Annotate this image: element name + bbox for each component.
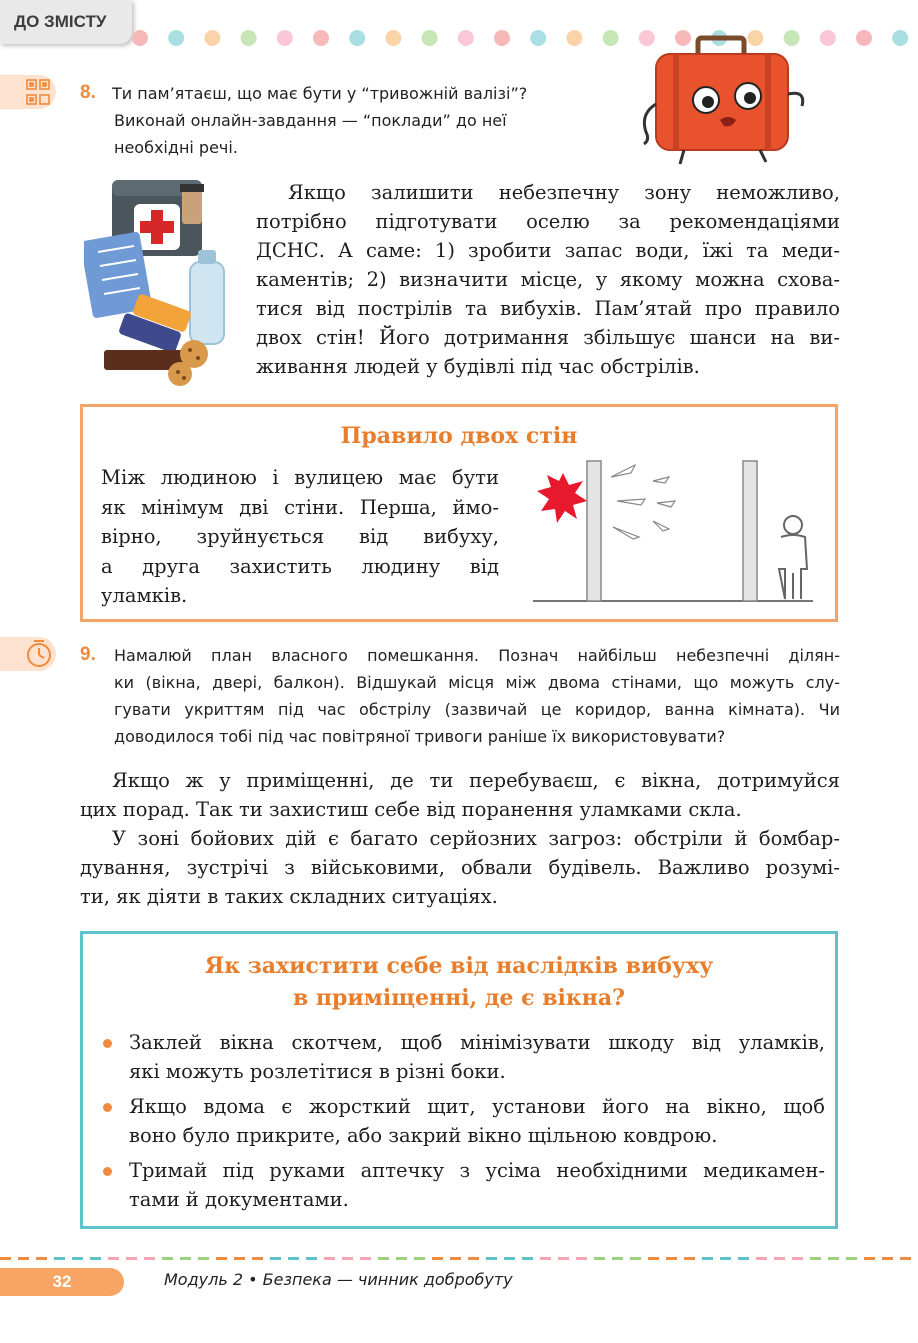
windows-paragraph — [80, 766, 840, 911]
tips-title-line: Як захистити себе від наслідків вибуху — [204, 953, 714, 979]
divider-dash — [756, 1257, 767, 1260]
tip-line: які можуть розлетітися в різні боки. — [129, 1060, 506, 1083]
divider-dash — [288, 1257, 299, 1260]
tip-line: Якщо вдома є жорсткий щит, установи його на вікно, щоб — [129, 1095, 825, 1118]
task-number: 8. — [80, 82, 96, 103]
divider-dash — [234, 1257, 245, 1260]
windows-safety-tips-box — [80, 931, 838, 1229]
divider-dash — [810, 1257, 821, 1260]
paragraph-line: дування, зустрічі з військовими, обвали будівель. Важливо розумі- — [80, 856, 840, 879]
task-8-line: Ти пам’ятаєш, що має бути у “тривожній валізі”? — [112, 84, 528, 103]
decorative-dot — [603, 30, 619, 46]
decorative-dot — [856, 30, 872, 46]
divider-dash — [180, 1257, 191, 1260]
divider-dash — [666, 1257, 677, 1260]
rule-box-text — [101, 463, 499, 611]
paragraph-line: двох стін! Його дотримання збільшує шанси на ви- — [256, 326, 840, 349]
divider-dash — [0, 1257, 11, 1260]
divider-dash — [612, 1257, 623, 1260]
decorative-dot — [892, 30, 908, 46]
page-number: 32 — [0, 1268, 124, 1296]
divider-dash — [630, 1257, 641, 1260]
divider-dash — [576, 1257, 587, 1260]
task-9-line: ки (вікна, двері, балкон). Відшукай місця між двома стінами, що можуть слу- — [114, 673, 840, 692]
list-item — [103, 1028, 825, 1086]
task-9-line: Намалюй план власного помешкання. Познач найбільш небезпечні ділян- — [114, 646, 840, 665]
tip-line: Тримай під руками аптечку з усіма необхідними медикамен- — [129, 1159, 825, 1182]
decorative-dot — [385, 30, 401, 46]
task-9-line: гувати укриттям під час обстрілу (зазвичай це коридор, ванна кімната). Чи — [114, 700, 840, 719]
divider-dash — [828, 1257, 839, 1260]
decorative-dot — [458, 30, 474, 46]
divider-dash — [486, 1257, 497, 1260]
paragraph-line: тися від пострілів та вибухів. Пам’ятай про правило — [256, 297, 840, 320]
bullet-icon — [103, 1039, 112, 1048]
task-9-line: доводилося тобі під час повітряної тривоги раніше їх використовувати? — [114, 727, 726, 746]
divider-dash — [414, 1257, 425, 1260]
task-8-line: необхідні речі. — [114, 138, 238, 157]
divider-dash — [72, 1257, 83, 1260]
divider-dash — [738, 1257, 749, 1260]
task-number: 9. — [80, 644, 96, 665]
tips-title-line: в приміщенні, де є вікна? — [292, 985, 626, 1011]
list-item — [103, 1156, 825, 1214]
divider-dash — [36, 1257, 47, 1260]
divider-dash — [360, 1257, 371, 1260]
divider-dash — [468, 1257, 479, 1260]
divider-dash — [198, 1257, 209, 1260]
paragraph-line: потрібно підготувати оселю за рекомендаціями — [256, 210, 840, 233]
paragraph-line: Якщо ж у приміщенні, де ти перебуваєш, є вікна, дотримуйся — [112, 769, 840, 792]
divider-dash — [270, 1257, 281, 1260]
divider-dash — [720, 1257, 731, 1260]
rule-line: а друга захистить людину від — [101, 554, 499, 578]
divider-dash — [864, 1257, 875, 1260]
divider-dash — [648, 1257, 659, 1260]
paragraph-line: живання людей у будівлі під час обстрілів. — [256, 355, 700, 378]
divider-dash — [162, 1257, 173, 1260]
divider-dash — [504, 1257, 515, 1260]
task-8-line: Виконай онлайн-завдання — “поклади” до неї — [114, 111, 507, 130]
intro-paragraph — [256, 178, 840, 381]
paragraph-line: У зоні бойових дій є багато серйозних загроз: обстріли й бомбар- — [112, 827, 840, 850]
divider-dash — [126, 1257, 137, 1260]
footer-dashed-divider — [0, 1257, 918, 1260]
task-9-text — [114, 642, 840, 750]
rule-box-title: Правило двох стін — [340, 423, 578, 449]
tips-box-title — [83, 950, 835, 1014]
rule-line: як мінімум дві стіни. Перша, ймо- — [101, 495, 499, 519]
divider-dash — [432, 1257, 443, 1260]
bullet-icon — [103, 1167, 112, 1176]
divider-dash — [90, 1257, 101, 1260]
clock-icon[interactable] — [0, 637, 56, 671]
tip-line: тами й документами. — [129, 1188, 349, 1211]
divider-dash — [252, 1257, 263, 1260]
divider-dash — [522, 1257, 533, 1260]
paragraph-line: цих порад. Так ти захистиш себе від поранення уламками скла. — [80, 798, 742, 821]
divider-dash — [900, 1257, 911, 1260]
two-walls-rule-box — [80, 404, 838, 622]
divider-dash — [540, 1257, 551, 1260]
rule-line: Між людиною і вулицею має бути — [101, 466, 499, 489]
task-8-text — [112, 80, 592, 161]
divider-dash — [396, 1257, 407, 1260]
qr-code-icon[interactable] — [0, 75, 56, 109]
divider-dash — [306, 1257, 317, 1260]
decorative-dot — [422, 30, 438, 46]
divider-dash — [594, 1257, 605, 1260]
decorative-dot — [204, 30, 220, 46]
paragraph-line: Якщо залишити небезпечну зону неможливо, — [288, 181, 840, 204]
rule-line: вірно, зруйнується від вибуху, — [101, 525, 499, 548]
divider-dash — [882, 1257, 893, 1260]
decorative-dot — [349, 30, 365, 46]
decorative-dot — [820, 30, 836, 46]
divider-dash — [144, 1257, 155, 1260]
decorative-dot — [132, 30, 148, 46]
decorative-dot — [168, 30, 184, 46]
divider-dash — [702, 1257, 713, 1260]
divider-dash — [558, 1257, 569, 1260]
divider-dash — [774, 1257, 785, 1260]
divider-dash — [342, 1257, 353, 1260]
decorative-dot — [277, 30, 293, 46]
toc-button[interactable]: ДО ЗМІСТУ — [0, 0, 132, 44]
paragraph-line: каментів; 2) визначити місце, у якому можна схова- — [256, 268, 840, 291]
divider-dash — [684, 1257, 695, 1260]
decorative-dot — [566, 30, 582, 46]
divider-dash — [378, 1257, 389, 1260]
decorative-dot — [241, 30, 257, 46]
list-item — [103, 1092, 825, 1150]
tip-line: воно було прикрите, або закрий вікно щільною ковдрою. — [129, 1124, 718, 1147]
tips-list — [103, 1028, 825, 1220]
decorative-dot — [530, 30, 546, 46]
divider-dash — [324, 1257, 335, 1260]
bullet-icon — [103, 1103, 112, 1112]
paragraph-line: ДСНС. А саме: 1) зробити запас води, їжі та меди- — [256, 239, 840, 262]
suitcase-mascot-illustration — [636, 34, 816, 168]
decorative-dot — [494, 30, 510, 46]
divider-dash — [216, 1257, 227, 1260]
divider-dash — [846, 1257, 857, 1260]
tip-line: Заклей вікна скотчем, щоб мінімізувати шкоду від уламків, — [129, 1031, 825, 1054]
divider-dash — [450, 1257, 461, 1260]
two-walls-diagram — [529, 459, 819, 607]
rule-line: уламків. — [101, 584, 188, 607]
emergency-kit-illustration — [84, 174, 234, 390]
footer-caption: Модуль 2 • Безпека — чинник добробуту — [164, 1270, 513, 1289]
paragraph-line: ти, як діяти в таких складних ситуаціях. — [80, 885, 498, 908]
divider-dash — [108, 1257, 119, 1260]
divider-dash — [18, 1257, 29, 1260]
divider-dash — [54, 1257, 65, 1260]
divider-dash — [792, 1257, 803, 1260]
decorative-dot — [313, 30, 329, 46]
